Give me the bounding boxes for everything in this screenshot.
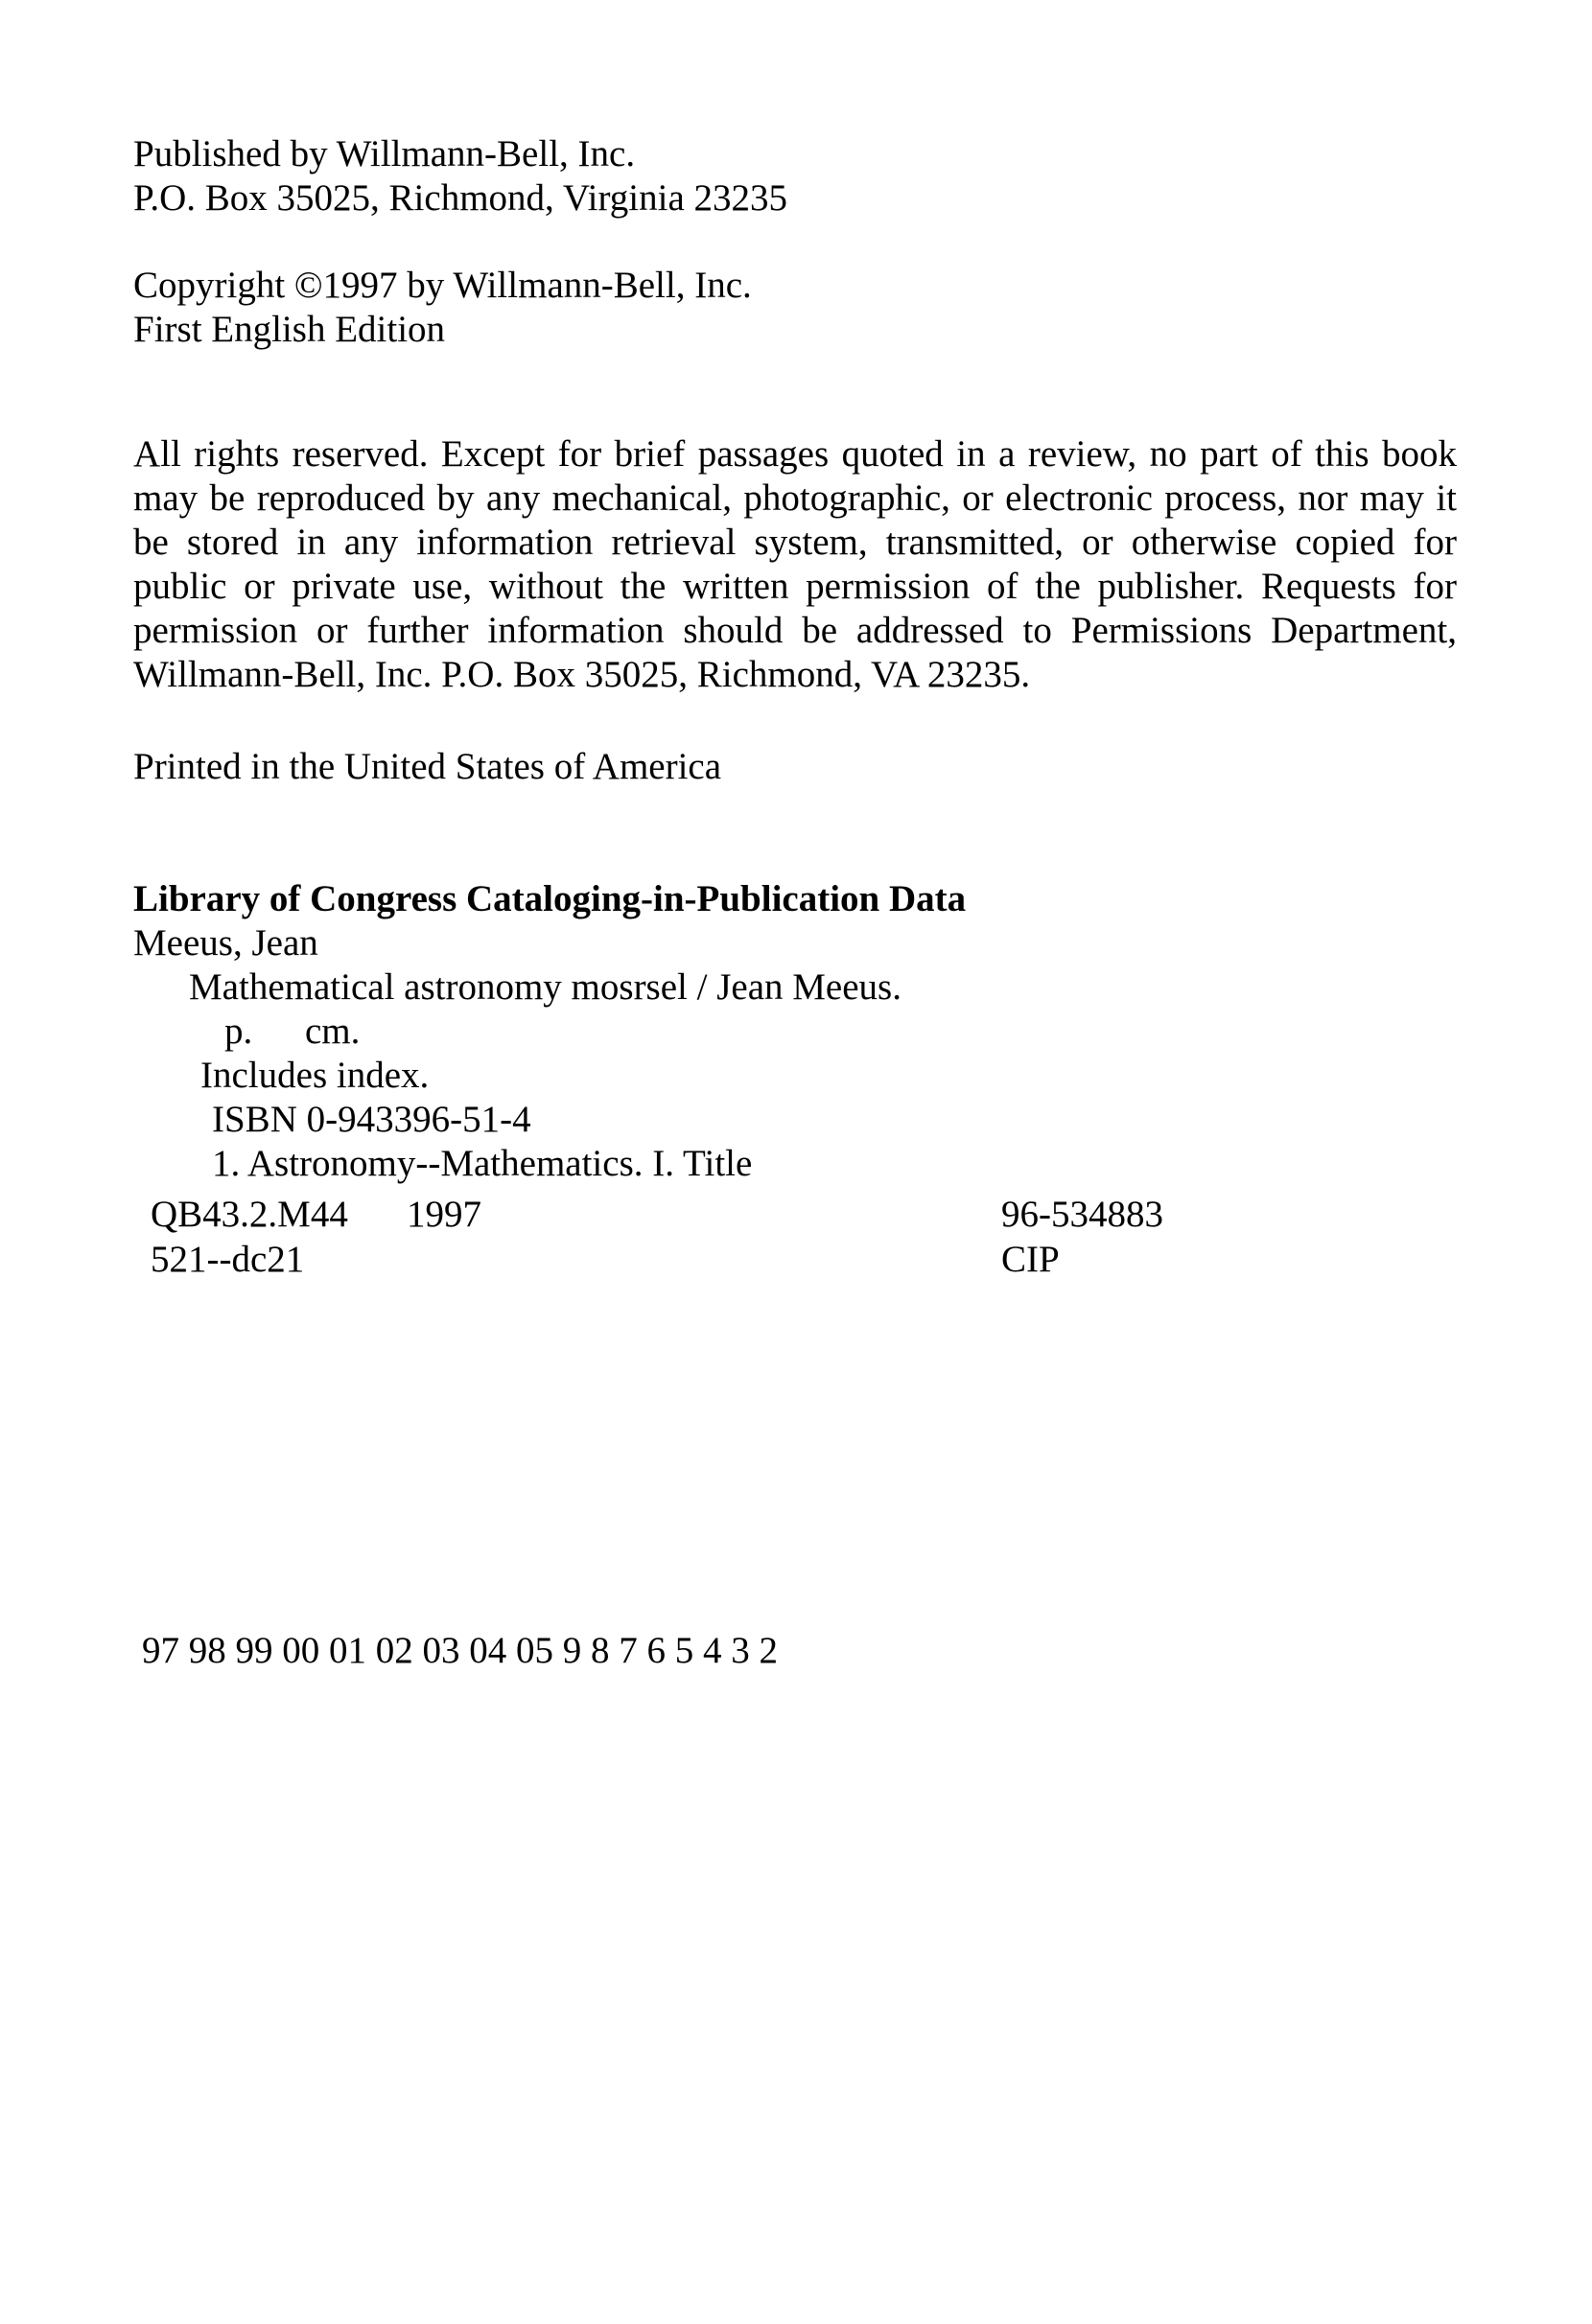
edition-notice: First English Edition <box>133 309 446 350</box>
cip-label: CIP <box>1001 1239 1060 1280</box>
rights-line: may be reproduced by any mechanical, photographic, or electronic process, nor may <box>133 477 1437 519</box>
rights-line: permission or further information should be addressed to Permissions Department, <box>133 610 1457 651</box>
cip-isbn: ISBN 0-943396-51-4 <box>212 1099 531 1140</box>
rights-line: All rights reserved. Except for brief passages quoted in a review, no part of this book <box>133 433 1457 475</box>
cip-subject: 1. Astronomy--Mathematics. I. Title <box>212 1143 753 1184</box>
copyright-notice: Copyright ©1997 by Willmann-Bell, Inc. <box>133 265 752 306</box>
cip-year: 1997 <box>407 1194 481 1235</box>
cip-heading: Library of Congress Cataloging-in-Publication Data <box>133 878 967 919</box>
rights-line: public or private use, without the written permission of the publisher. Requests for <box>133 566 1457 607</box>
cip-author: Meeus, Jean <box>133 922 318 964</box>
rights-line: Willmann-Bell, Inc. P.O. Box 35025, Richmond, VA 23235. <box>133 654 1031 695</box>
cip-dewey: 521--dc21 <box>151 1239 305 1280</box>
cip-index-note: Includes index. <box>200 1055 430 1096</box>
cip-call-number: QB43.2.M44 <box>151 1194 348 1235</box>
cip-size: cm. <box>305 1011 361 1052</box>
publisher-address: P.O. Box 35025, Richmond, Virginia 23235 <box>133 177 788 219</box>
rights-line: it be stored in any information retrieval system, transmitted, or otherwise copied for <box>133 477 1457 563</box>
cip-title: Mathematical astronomy mosrsel / Jean Meeus. <box>189 966 901 1008</box>
printed-in-notice: Printed in the United States of America <box>133 746 722 787</box>
publisher-name: Published by Willmann-Bell, Inc. <box>133 133 636 174</box>
printing-line: 97 98 99 00 01 02 03 04 05 9 8 7 6 5 4 3 2 <box>142 1630 778 1671</box>
cip-lccn: 96-534883 <box>1001 1194 1163 1235</box>
cip-pages: p. <box>224 1011 253 1052</box>
rights-paragraph <box>133 432 1457 697</box>
